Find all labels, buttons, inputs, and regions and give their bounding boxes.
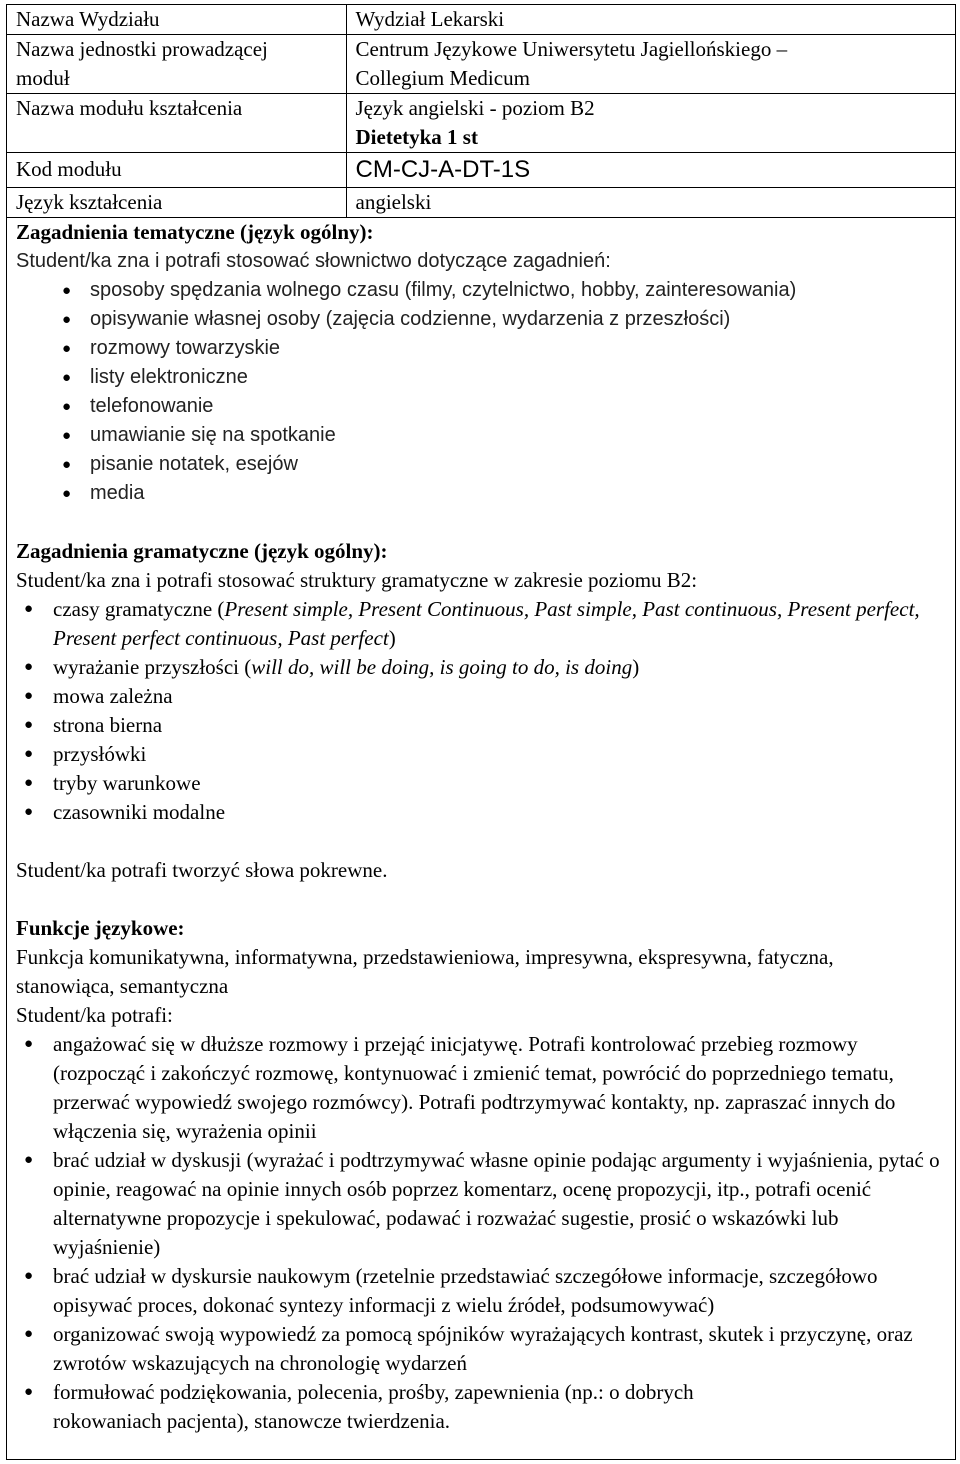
- topics-intro: Student/ka zna i potrafi stosować słownictwo dotyczące zagadnień:: [16, 250, 611, 272]
- module-content: [7, 218, 955, 1436]
- module-value-cell: [346, 94, 955, 153]
- list-item: ● brać udział w dyskursie naukowym (rzetelnie przedstawiać szczegółowe informacje, szczegółowo opisywać proces, dokonać syntezy informacji z wielu źródeł, podsumowywać): [16, 1262, 949, 1320]
- faculty-value: Wydział Lekarski: [346, 5, 955, 35]
- list-item: ● media: [16, 479, 955, 508]
- functions-intro: Student/ka potrafi:: [16, 1003, 173, 1027]
- list-item: ● pisanie notatek, esejów: [16, 450, 955, 479]
- future-examples: will do, will be doing, is going to do, is doing: [251, 655, 633, 679]
- grammar-intro: Student/ka zna i potrafi stosować struktury gramatyczne w zakresie poziomu B2:: [16, 568, 698, 592]
- module-info-table: [7, 5, 955, 218]
- list-item: ● brać udział w dyskusji (wyrażać i podtrzymywać własne opinie podając argumenty i wyjaśnienia, pytać o opinie, reagować na opinie innych osób poprzez komentarz, ocenę propozycji, itp., potrafi ocenić alternatywne propozycje i spekulować, podawać i rozważać sugestie, prosić o wskazówki lub wyjaśnienie): [16, 1146, 949, 1262]
- list-item: ● telefonowanie: [16, 392, 955, 421]
- list-item: ● umawianie się na spotkanie: [16, 421, 955, 450]
- unit-label: Nazwa jednostki prowadzącej moduł: [7, 35, 346, 94]
- unit-row: [7, 35, 955, 94]
- module-name: Język angielski - poziom B2: [355, 96, 595, 120]
- list-item: ● formułować podziękowania, polecenia, prośby, zapewnienia (np.: o dobrych rokowaniach pacjenta), stanowcze twierdzenia.: [16, 1378, 949, 1436]
- faculty-row: [7, 5, 955, 35]
- code-label: Kod modułu: [7, 153, 346, 188]
- list-item: ● wyrażanie przyszłości (will do, will be doing, is going to do, is doing): [16, 653, 955, 682]
- grammar-footer: Student/ka potrafi tworzyć słowa pokrewne.: [16, 858, 388, 882]
- language-label: Język kształcenia: [7, 188, 346, 218]
- list-item: ● opisywanie własnej osoby (zajęcia codzienne, wydarzenia z przeszłości): [16, 305, 955, 334]
- grammar-heading: Zagadnienia gramatyczne (język ogólny):: [16, 539, 388, 563]
- functions-heading: Funkcje językowe:: [16, 916, 185, 940]
- list-item: ● angażować się w dłuższe rozmowy i przejąć inicjatywę. Potrafi kontrolować przebieg rozmowy (rozpocząć i zakończyć rozmowę, kontynuować i zmienić temat, powrócić do poprzedniego tematu, przerwać wypowiedź swojego rozmówcy). Potrafi podtrzymywać kontakty, np. zapraszać innych do włączenia się, wyrażenia opinii: [16, 1030, 949, 1146]
- list-item: ● rozmowy towarzyskie: [16, 334, 955, 363]
- unit-value: Centrum Językowe Uniwersytetu Jagiellońskiego – Collegium Medicum: [346, 35, 955, 94]
- list-item: ● przysłówki: [16, 740, 955, 769]
- topics-heading: Zagadnienia tematyczne (język ogólny):: [16, 220, 374, 244]
- list-item: ● organizować swoją wypowiedź za pomocą spójników wyrażających kontrast, skutek i przyczynę, oraz zwrotów wskazujących na chronologię wydarzeń: [16, 1320, 949, 1378]
- grammar-list: [16, 595, 955, 827]
- functions-list: [16, 1030, 955, 1436]
- list-item: ● mowa zależna: [16, 682, 955, 711]
- language-value: angielski: [346, 188, 955, 218]
- tenses-examples: Present simple, Present Continuous, Past simple, Past continuous, Present perfect, Present perfect continuous, Past perfect: [53, 597, 920, 650]
- list-item: ● strona bierna: [16, 711, 955, 740]
- module-label: Nazwa modułu kształcenia: [7, 94, 346, 153]
- list-item: ● czasy gramatyczne (Present simple, Present Continuous, Past simple, Past continuous, Present perfect, Present perfect continuous, Past perfect): [16, 595, 955, 653]
- list-item: ● sposoby spędzania wolnego czasu (filmy, czytelnictwo, hobby, zainteresowania): [16, 276, 955, 305]
- functions-list-text: Funkcja komunikatywna, informatywna, przedstawieniowa, impresywna, ekspresywna, fatyczna, stanowiąca, semantyczna: [16, 945, 834, 998]
- list-item: ● czasowniki modalne: [16, 798, 955, 827]
- list-item: ● listy elektroniczne: [16, 363, 955, 392]
- faculty-label: Nazwa Wydziału: [7, 5, 346, 35]
- code-value: CM-CJ-A-DT-1S: [346, 153, 955, 188]
- code-row: [7, 153, 955, 188]
- language-row: [7, 188, 955, 218]
- module-row: [7, 94, 955, 153]
- list-item: ● tryby warunkowe: [16, 769, 955, 798]
- module-program: Dietetyka 1 st: [355, 125, 478, 149]
- topics-list: [16, 276, 955, 508]
- document-page: [6, 4, 956, 1460]
